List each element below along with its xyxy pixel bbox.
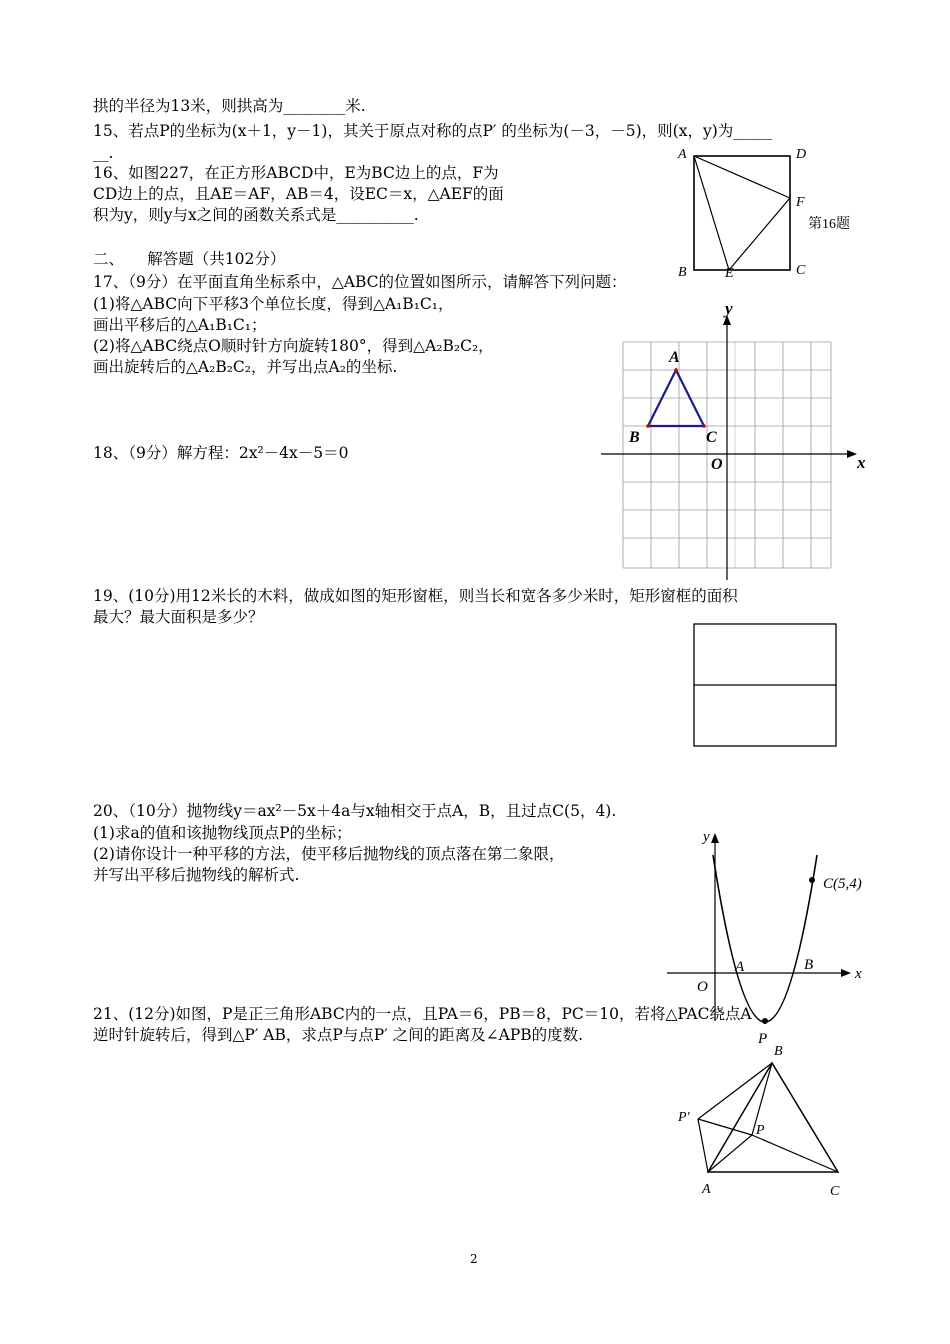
square-abcd: [694, 156, 790, 270]
point-a: [674, 368, 678, 372]
segment-ap-prime: [698, 1119, 708, 1172]
q17-part2: (2)将△ABC绕点O顺时针方向旋转180°，得到△A₂B₂C₂，: [93, 337, 494, 355]
label-b: B: [678, 265, 687, 280]
q17-part1: (1)将△ABC向下平移3个单位长度，得到△A₁B₁C₁，: [93, 295, 454, 313]
label-f: F: [796, 195, 805, 210]
q18: 18、（9分）解方程：2x²－4x－5＝0: [93, 444, 349, 462]
caption-16: 第16题: [808, 217, 850, 232]
label-p: P: [758, 1031, 768, 1047]
label-a: A: [669, 349, 680, 366]
parabola-curve: [713, 855, 817, 1022]
label-e: E: [725, 266, 734, 281]
label-c: C: [706, 429, 717, 446]
label-c: C: [796, 263, 806, 278]
segment-ae: [694, 156, 729, 270]
label-a: A: [702, 1182, 711, 1197]
x-axis-arrow: [841, 969, 851, 977]
q17: 17、（9分）在平面直角坐标系中，△ABC的位置如图所示，请解答下列问题：: [93, 273, 627, 291]
segment-bp-prime: [698, 1063, 772, 1119]
figure-21: [670, 1035, 860, 1205]
label-p-prime: P′: [678, 1110, 690, 1125]
q16-line2: CD边上的点，且AE＝AF，AB＝4，设EC＝x，△AEF的面: [93, 185, 504, 203]
x-axis-arrow: [847, 450, 857, 458]
label-o: O: [711, 456, 723, 473]
label-y: y: [725, 299, 733, 318]
segment-af: [694, 156, 790, 198]
q20-part2: (2)请你设计一种平移的方法，使平移后抛物线的顶点落在第二象限，: [93, 845, 565, 863]
label-x: x: [855, 966, 862, 982]
q16-line1: 16、如图227，在正方形ABCD中，E为BC边上的点，F为: [93, 164, 499, 182]
q20-part1: (1)求a的值和该抛物线顶点P的坐标；: [93, 824, 352, 842]
point-p: [762, 1018, 768, 1024]
segment-pp-prime: [698, 1119, 752, 1135]
page-number: 2: [470, 1252, 478, 1266]
segment-ap: [708, 1135, 752, 1172]
label-p: P: [756, 1123, 765, 1138]
segment-cp: [752, 1135, 838, 1172]
label-a: A: [678, 147, 687, 162]
point-b: [646, 424, 650, 428]
q15: 15、若点P的坐标为(x＋1，y－1)，其关于原点对称的点P′ 的坐标为(－3，－5)，则(x，y)为_____: [93, 122, 773, 140]
label-b: B: [629, 429, 640, 446]
q21: 21、(12分)如图，P是正三角形ABC内的一点，且PA＝6，PB＝8，PC＝10，若将△PAC绕点A: [93, 1005, 752, 1023]
label-b: B: [774, 1044, 783, 1059]
q20-part2b: 并写出平移后抛物线的解析式.: [93, 866, 300, 884]
section-heading: 二、 解答题（共102分）: [93, 250, 286, 268]
figure-19-window: [690, 620, 842, 752]
figure-17: [595, 298, 875, 580]
q14-tail: 拱的半径为13米，则拱高为________米.: [93, 97, 366, 115]
y-axis-arrow: [711, 833, 719, 843]
q21-tail: 逆时针旋转后，得到△P′ AB，求点P与点P′ 之间的距离及∠APB的度数.: [93, 1026, 584, 1044]
label-c: C: [830, 1184, 840, 1199]
q19-tail: 最大？最大面积是多少？: [93, 608, 264, 626]
segment-ef: [729, 198, 790, 270]
point-c: [702, 424, 706, 428]
figure-20: [665, 825, 890, 1047]
label-a: A: [735, 959, 745, 975]
q16-line3: 积为y，则y与x之间的函数关系式是__________.: [93, 206, 419, 224]
q20: 20、（10分）抛物线y＝ax²－5x＋4a与x轴相交于点A，B，且过点C(5，4).: [93, 802, 617, 820]
point-c: [809, 877, 815, 883]
q19: 19、(10分)用12米长的木料，做成如图的矩形窗框，则当长和宽各多少米时，矩形窗框的面积: [93, 587, 738, 605]
label-d: D: [796, 147, 807, 162]
figure-16: [670, 140, 870, 285]
q15-tail: __.: [93, 144, 114, 162]
q17-part2b: 画出旋转后的△A₂B₂C₂，并写出点A₂的坐标.: [93, 358, 398, 376]
label-y: y: [703, 829, 710, 845]
q17-part1b: 画出平移后的△A₁B₁C₁；: [93, 316, 267, 334]
label-o: O: [697, 979, 708, 995]
label-b: B: [804, 957, 814, 973]
label-c: C(5,4): [823, 876, 862, 892]
label-x: x: [857, 453, 866, 472]
